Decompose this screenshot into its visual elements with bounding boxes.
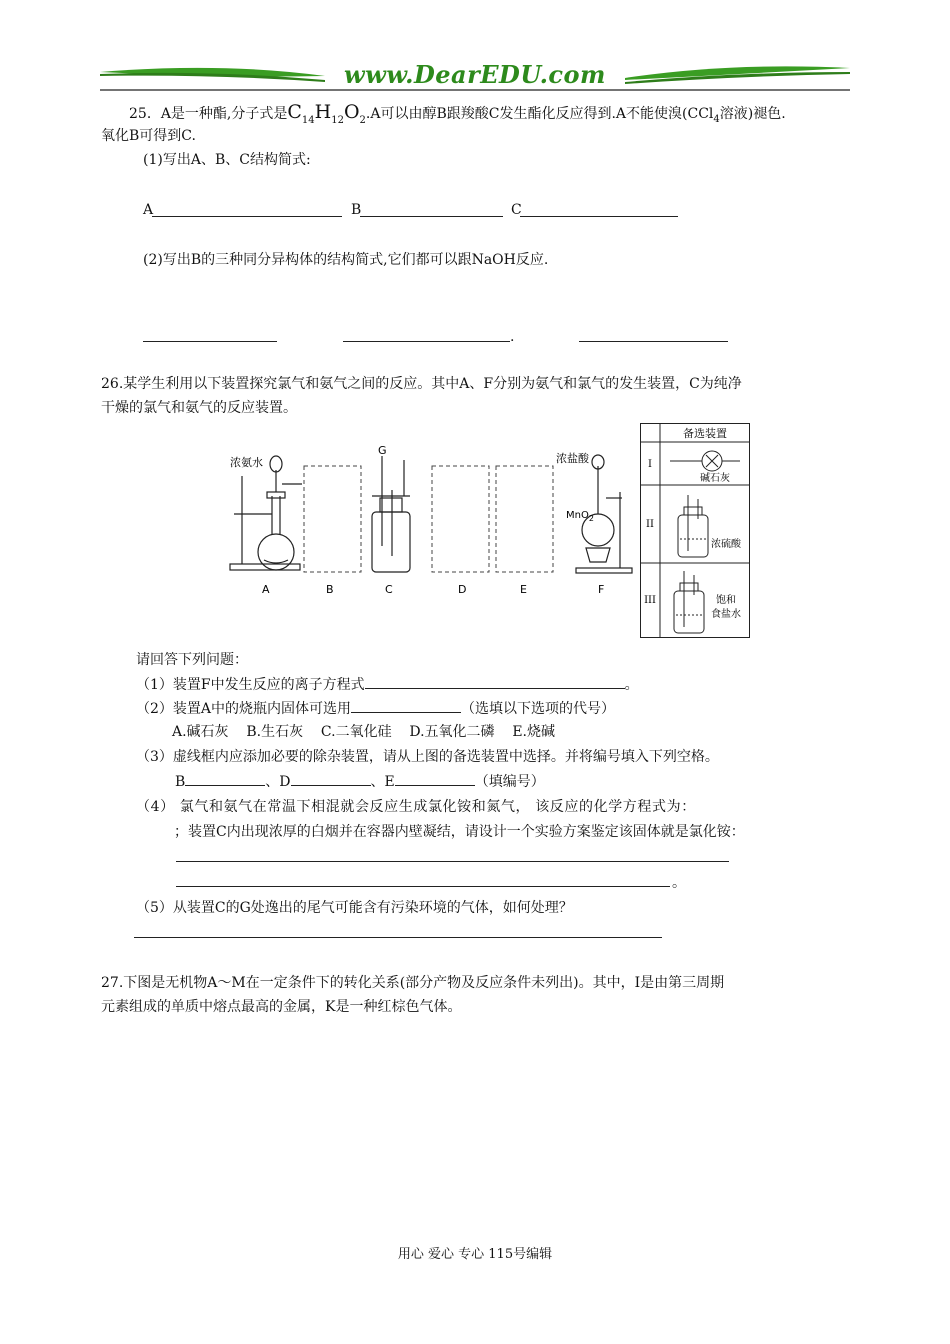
- apparatus-figure: [220, 436, 640, 606]
- apparatus-a-icon: [230, 456, 302, 570]
- q26-line2: 干燥的氯气和氨气的反应装置。: [101, 400, 297, 416]
- label-g: G: [378, 444, 387, 457]
- label-mno2: MnO$_2$: [566, 510, 594, 523]
- label-B: B: [326, 583, 334, 596]
- gas-bottle-ii-icon: [678, 495, 708, 557]
- row-iii-label1: 饱和: [716, 595, 736, 606]
- q26-options: A.碱石灰 B.生石灰 C.二氧化硅 D.五氧化二磷 E.烧碱: [172, 724, 556, 740]
- q26-p5-answer[interactable]: [134, 937, 662, 938]
- q27-line2: 元素组成的单质中熔点最高的金属，K是一种红棕色气体。: [101, 999, 462, 1015]
- q25-label-c: C: [511, 202, 522, 218]
- q26-p5: （5）从装置C的G处逸出的尾气可能含有污染环境的气体，如何处理？: [136, 900, 573, 916]
- row-i-label: 碱石灰: [700, 473, 730, 484]
- row-iii-num: III: [644, 595, 656, 606]
- q25-sub1: (1)写出A、B、C结构简式:: [143, 152, 311, 168]
- dashed-box-d: [432, 466, 489, 572]
- q25-line1: 25．A是一种酯,分子式是$C_{14}H_{12}O_2.A$可以由醇B跟羧酸C发生酯化反应得到.A不能使溴(CCl$_4$溶液)褪色.: [129, 101, 786, 126]
- q26-p1: （1）装置F中发生反应的离子方程式 。: [136, 674, 639, 695]
- row-ii-num: II: [646, 519, 654, 530]
- q25-answer-b[interactable]: [360, 216, 503, 217]
- label-D: D: [458, 583, 467, 596]
- header-logo: www.DearEDU.com: [344, 60, 606, 89]
- label-ammonia: 浓氨水: [230, 456, 263, 469]
- q26-p4: （4） 氯气和氨气在常温下相混就会反应生成氯化铵和氮气， 该反应的化学方程式为：: [136, 799, 696, 815]
- q26-line1: 26.某学生利用以下装置探究氯气和氨气之间的反应。其中A、F分别为氨气和氯气的发生装置，C为纯净: [101, 376, 742, 392]
- formula: $C_{14}H_{12}O_2$: [287, 101, 366, 126]
- row-i-num: I: [648, 459, 652, 470]
- q26-p4-answer-1[interactable]: [176, 861, 729, 862]
- q26-prompt: 请回答下列问题：: [136, 652, 248, 668]
- q26-p3-blank-b[interactable]: [185, 771, 265, 786]
- q26-p1-blank[interactable]: [365, 674, 625, 689]
- q25-answer-c[interactable]: [520, 216, 678, 217]
- q25-isomer-2[interactable]: [343, 341, 510, 342]
- q25-isomer-3[interactable]: [579, 341, 728, 342]
- options-table: [640, 423, 750, 638]
- label-hcl: 浓盐酸: [556, 452, 589, 465]
- q26-p3-blank-d[interactable]: [291, 771, 371, 786]
- q25-label-b: B: [351, 202, 362, 218]
- q26-p3-answers: B 、D 、E （填编号）: [175, 771, 545, 792]
- q26-p4-b: ；装置C内出现浓厚的白烟并在容器内壁凝结，请设计一个实验方案鉴定该固体就是氯化铵：: [174, 824, 745, 840]
- q25-label-a: A: [143, 202, 154, 218]
- q26-p2: （2）装置A中的烧瓶内固体可选用 （选填以下选项的代号）: [136, 698, 615, 719]
- q25-line2: 氧化B可得到C.: [101, 128, 196, 144]
- row-iii-label2: 食盐水: [711, 609, 741, 620]
- q26-p4-answer-2[interactable]: [176, 886, 670, 887]
- q26-p4-end: 。: [672, 875, 686, 891]
- q26-p2-blank[interactable]: [351, 698, 461, 713]
- label-F: F: [598, 583, 605, 596]
- options-table-header: 备选装置: [683, 427, 727, 440]
- row-ii-label: 浓硫酸: [711, 539, 741, 550]
- page-footer: 用心 爱心 专心 115号编辑: [397, 1247, 553, 1262]
- q25-isomer-1[interactable]: [143, 341, 277, 342]
- q26-p3: （3）虚线框内应添加必要的除杂装置，请从上图的备选装置中选择。并将编号填入下列空格。: [136, 749, 719, 765]
- label-A: A: [262, 583, 270, 596]
- q25-sub2: (2)写出B的三种同分异构体的结构简式,它们都可以跟NaOH反应.: [143, 252, 549, 268]
- q27-line1: 27.下图是无机物A～M在一定条件下的转化关系(部分产物及反应条件未列出)。其中，I是由第三周期: [101, 975, 725, 991]
- apparatus-c-icon: [372, 456, 410, 572]
- label-C: C: [385, 583, 393, 596]
- dashed-box-e: [496, 466, 553, 572]
- q25-period: .: [510, 329, 515, 345]
- header-banner: [100, 58, 850, 94]
- drying-tube-icon: [670, 451, 740, 471]
- q25-answer-a[interactable]: [152, 216, 342, 217]
- gas-bottle-iii-icon: [674, 571, 704, 633]
- dashed-box-b: [304, 466, 361, 572]
- label-E: E: [520, 583, 527, 596]
- q26-p3-blank-e[interactable]: [395, 771, 475, 786]
